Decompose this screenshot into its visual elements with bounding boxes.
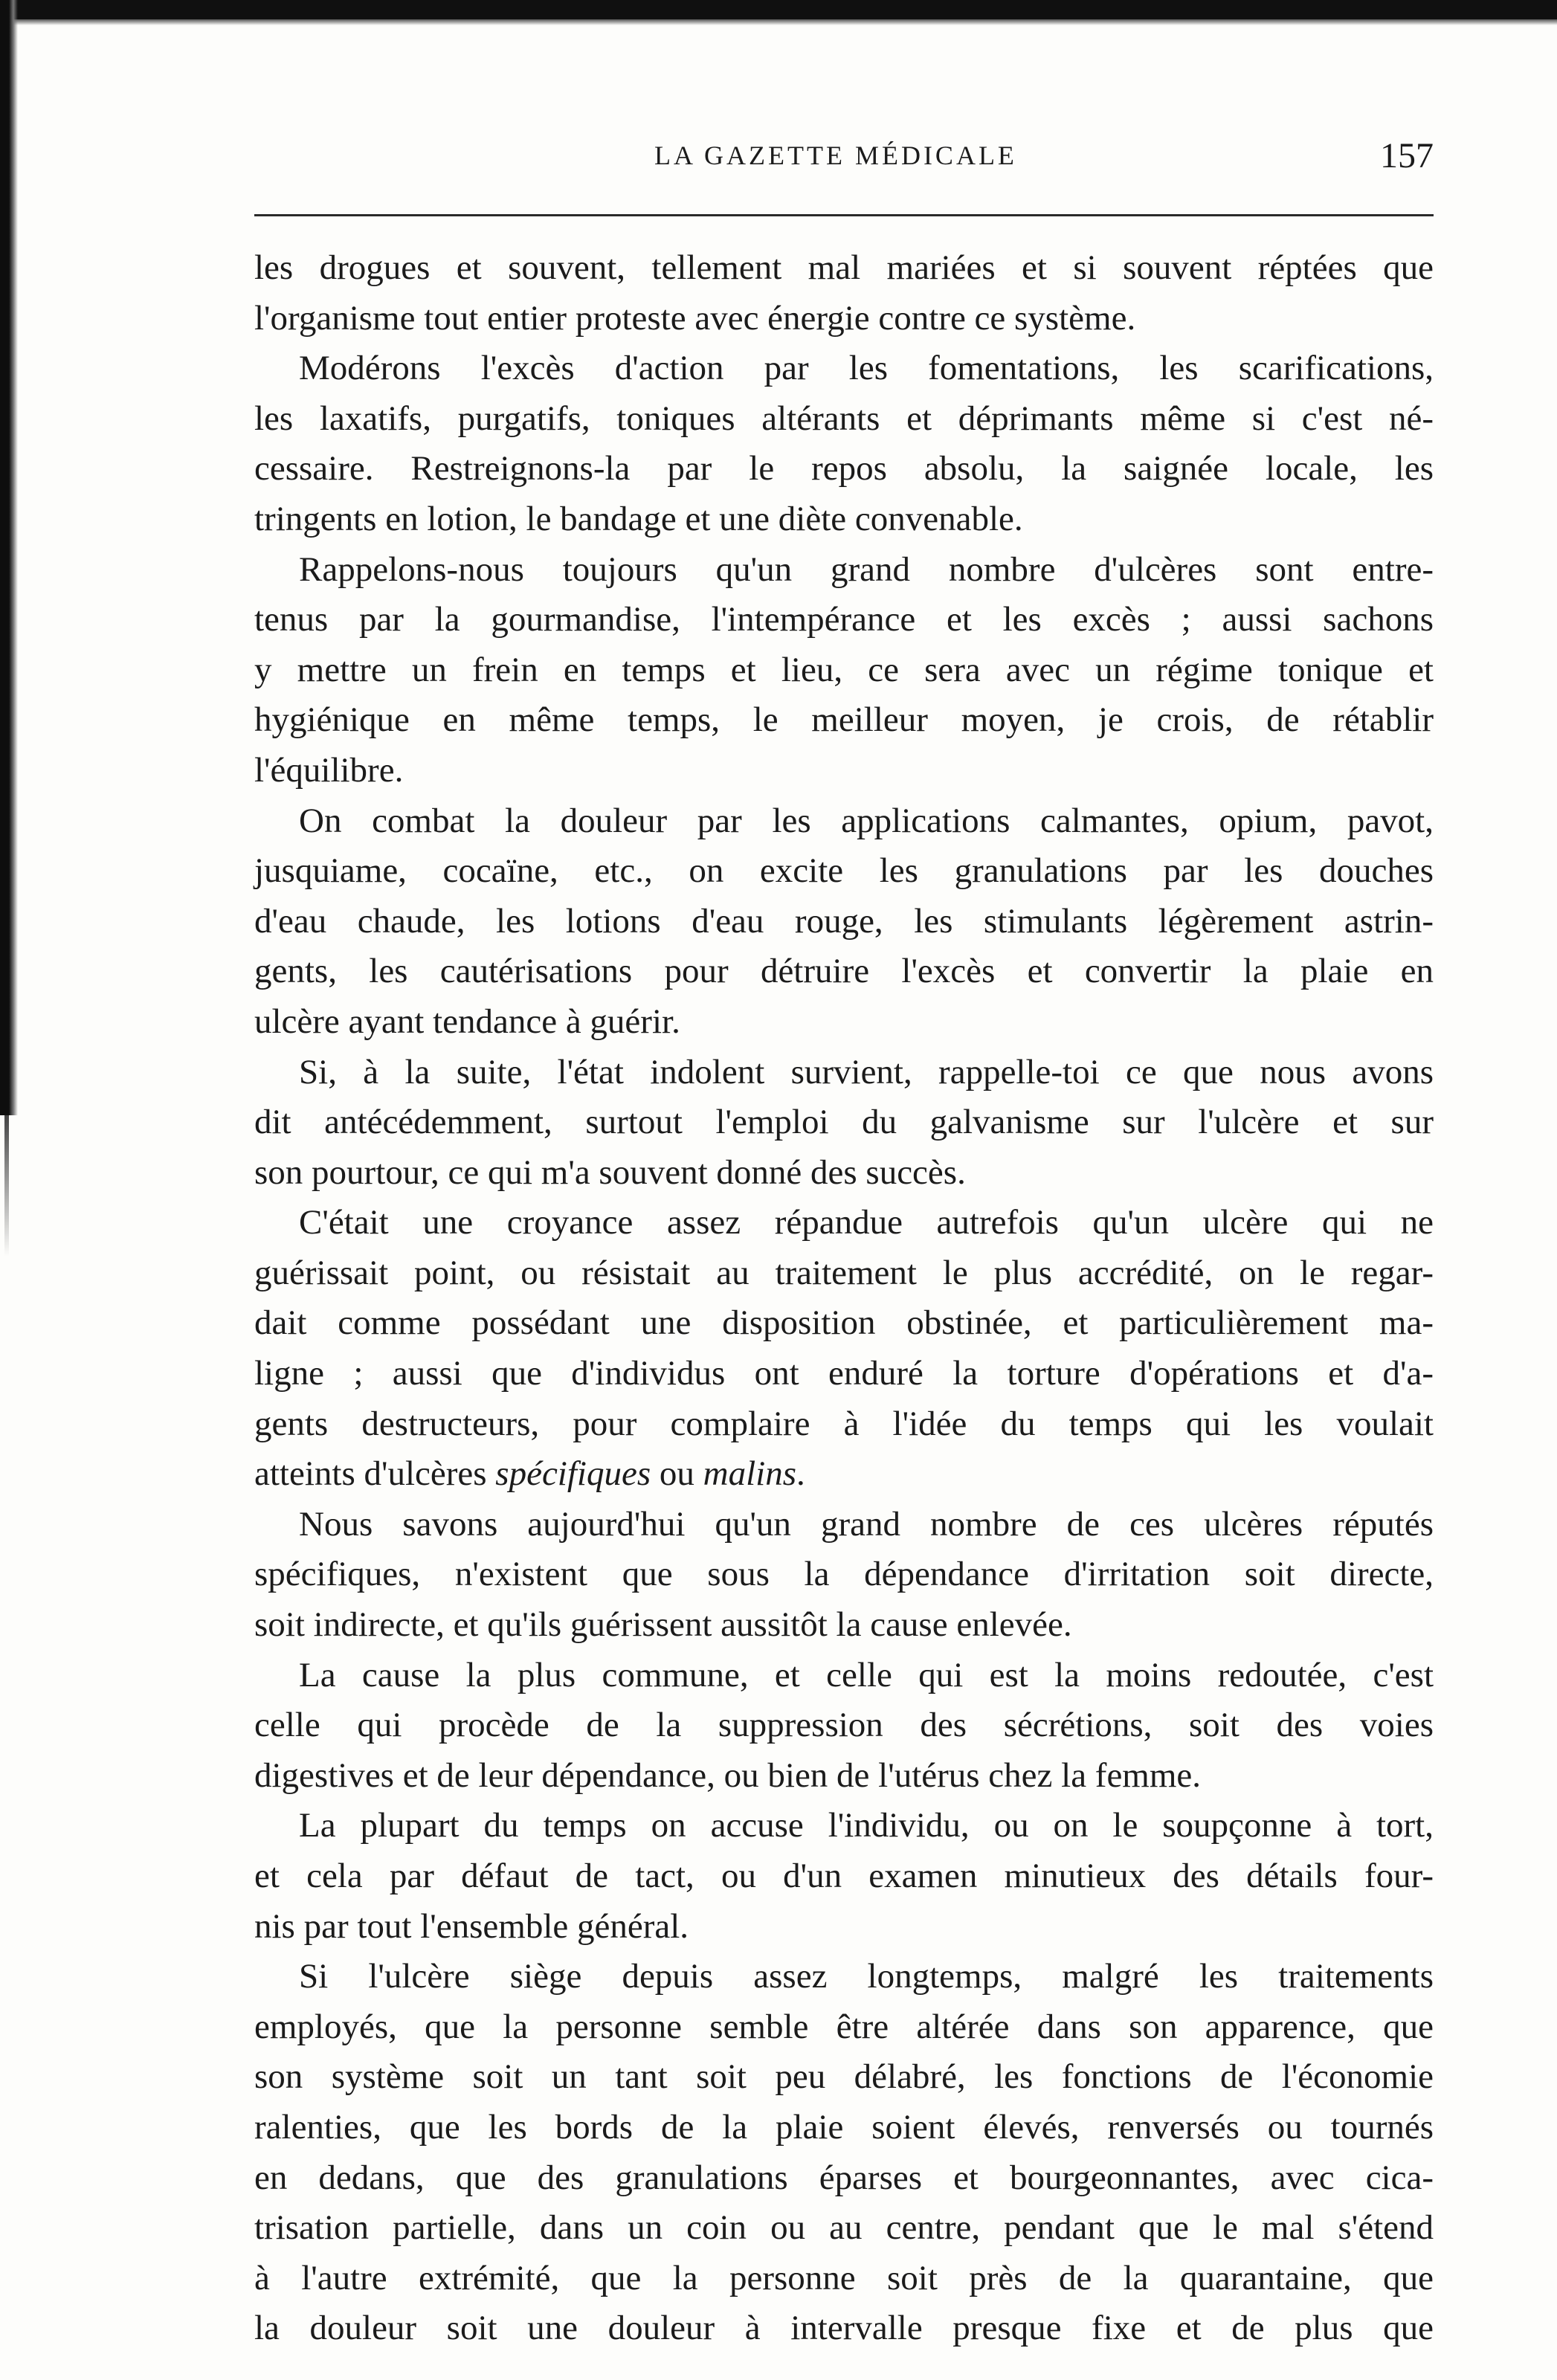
- text-line: digestives et de leur dépendance, ou bien de l'utérus chez la femme.: [254, 1755, 1202, 1795]
- text-run: ou: [651, 1454, 703, 1494]
- italic-term: spécifiques: [495, 1454, 651, 1494]
- header-rule: [254, 214, 1434, 216]
- text-line: jusquiame, cocaïne, etc., on excite les granulations par les douches: [254, 851, 1434, 891]
- text-line: à l'autre extrémité, que la personne soit près de la quarantaine, que: [254, 2258, 1434, 2297]
- text-line: tringents en lotion, le bandage et une diète convenable.: [254, 499, 1023, 538]
- text-line: La plupart du temps on accuse l'individu, ou on le soupçonne à tort,: [299, 1806, 1434, 1845]
- text-line: tenus par la gourmandise, l'intempérance et les excès ; aussi sachons: [254, 600, 1434, 639]
- text-line: et cela par défaut de tact, ou d'un examen minutieux des détails four-: [254, 1857, 1434, 1895]
- text-line: soit indirecte, et qu'ils guérissent aussitôt la cause enlevée.: [254, 1605, 1072, 1645]
- scan-top-border: [0, 0, 1557, 19]
- text-line: y mettre un frein en temps et lieu, ce sera avec un régime tonique et: [254, 650, 1434, 689]
- text-line: Modérons l'excès d'action par les fomentations, les scarifications,: [299, 349, 1434, 388]
- text-line: employés, que la personne semble être altérée dans son apparence, que: [254, 2007, 1434, 2046]
- text-line: C'était une croyance assez répandue autrefois qu'un ulcère qui ne: [299, 1203, 1434, 1242]
- text-line-italic-terms: [254, 1449, 1434, 1500]
- text-line: Rappelons-nous toujours qu'un grand nombre d'ulcères sont entre-: [299, 549, 1434, 589]
- text-line: trisation partielle, dans un coin ou au centre, pendant que le mal s'étend: [254, 2208, 1434, 2248]
- text-run: atteints d'ulcères: [254, 1454, 496, 1494]
- text-line: spécifiques, n'existent que sous la dépendance d'irritation soit directe,: [254, 1555, 1434, 1594]
- text-line: cessaire. Restreignons-la par le repos absolu, la saignée locale, les: [254, 449, 1434, 488]
- text-line: dit antécédemment, surtout l'emploi du galvanisme sur l'ulcère et sur: [254, 1103, 1434, 1142]
- running-title: LA GAZETTE MÉDICALE: [654, 141, 1017, 170]
- text-line: dait comme possédant une disposition obstinée, et particulièrement ma-: [254, 1303, 1434, 1343]
- text-line: nis par tout l'ensemble général.: [254, 1906, 689, 1946]
- text-line: l'organisme tout entier proteste avec énergie contre ce système.: [254, 298, 1136, 338]
- text-line: en dedans, que des granulations éparses et bourgeonnantes, avec cica-: [254, 2158, 1434, 2197]
- text-line: celle qui procède de la suppression des sécrétions, soit des voies: [254, 1706, 1434, 1745]
- text-line: La cause la plus commune, et celle qui est la moins redoutée, c'est: [299, 1655, 1434, 1694]
- italic-term: malins: [703, 1454, 796, 1494]
- scan-left-border: [0, 0, 18, 1115]
- text-line: ligne ; aussi que d'individus ont enduré la torture d'opérations et d'a-: [254, 1354, 1434, 1393]
- text-line: Si l'ulcère siège depuis assez longtemps, malgré les traitements: [299, 1957, 1434, 1996]
- text-line: gents, les cautérisations pour détruire l'excès et convertir la plaie en: [254, 952, 1434, 991]
- running-head: [254, 135, 1434, 187]
- text-line: son pourtour, ce qui m'a souvent donné des succès.: [254, 1152, 966, 1192]
- text-line: Si, à la suite, l'état indolent survient, rappelle-toi ce que nous avons: [299, 1052, 1434, 1091]
- text-line: la douleur soit une douleur à intervalle presque fixe et de plus que: [254, 2309, 1434, 2348]
- text-line: Nous savons aujourd'hui qu'un grand nombre de ces ulcères réputés: [299, 1504, 1434, 1544]
- text-line: son système soit un tant soit peu délabré, les fonctions de l'économie: [254, 2057, 1434, 2097]
- page-number: 157: [1380, 136, 1434, 175]
- text-line: l'équilibre.: [254, 750, 404, 790]
- text-line: guérissait point, ou résistait au traitement le plus accrédité, on le regar-: [254, 1253, 1434, 1292]
- text-line: gents destructeurs, pour complaire à l'idée du temps qui les voulait: [254, 1404, 1434, 1443]
- text-run: .: [796, 1454, 805, 1494]
- text-line: les drogues et souvent, tellement mal mariées et si souvent réptées que: [254, 248, 1434, 287]
- text-line: ralenties, que les bords de la plaie soient élevés, renversés ou tournés: [254, 2107, 1434, 2147]
- text-line: ulcère ayant tendance à guérir.: [254, 1002, 680, 1041]
- text-line: d'eau chaude, les lotions d'eau rouge, les stimulants légèrement astrin-: [254, 901, 1434, 941]
- text-line: On combat la douleur par les applications calmantes, opium, pavot,: [299, 801, 1434, 840]
- text-body: [254, 243, 1434, 2354]
- text-line: hygiénique en même temps, le meilleur moyen, je crois, de rétablir: [254, 700, 1434, 740]
- text-line: les laxatifs, purgatifs, toniques altérants et déprimants même si c'est né-: [254, 399, 1434, 438]
- scan-left-border-tail: [4, 1115, 9, 1257]
